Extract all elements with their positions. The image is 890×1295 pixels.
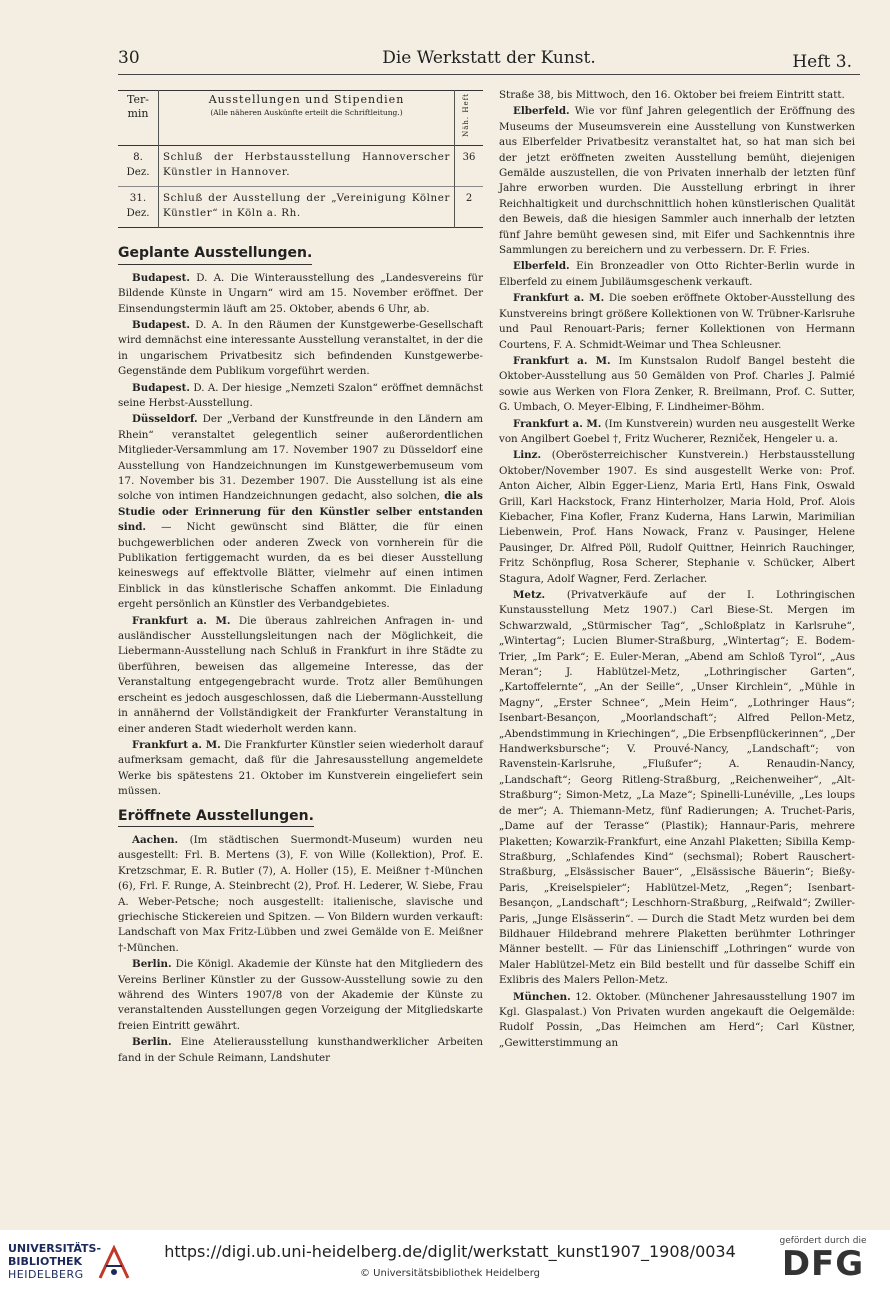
entry-paragraph	[118, 381, 483, 412]
geplante-list	[118, 271, 483, 800]
exhibition-table-body	[118, 146, 483, 228]
entry-paragraph	[118, 1035, 483, 1066]
entry-text-2: — Nicht gewünscht sind Blätter, die für einen buchgewerblichen oder anderen Zweck von vornherein für die Publikation fertiggemacht wurden, da es bei dieser Ausstellung keineswegs auf effektvolle Blätter, vielmehr auf einen intimen Einblick in das künstlerische Schaffen ankommt. Die Einladung ergeht persönlich an Künstler des Verbandgebietes.	[118, 521, 483, 611]
entry-place: Düsseldorf.	[132, 413, 198, 426]
entry-text: Eine Atelierausstellung kunsthandwerklicher Arbeiten fand in der Schule Reimann, Landshuter	[118, 1036, 483, 1064]
entry-paragraph	[499, 259, 855, 290]
entry-text: (Oberösterreichischer Kunstverein.) Herbstausstellung Oktober/November 1907. Es sind ausgestellt Werke von: Prof. Anton Aicher, Albin Egger-Lienz, Maria Ertl, Hans Fink, Oswald Grill, Karl Hackstock, Franz Hinterholzer, Maria Hold, Prof. Alois Kiebacher, Fina Kofler, Franz Kuderna, Hans Larwin, Marimilian Liebenwein, Prof. Hans Nowack, Franz v. Pausinger, Helene Pausinger, Dr. Alfred Pöll, Rudolf Quittner, Heinrich Rauchinger, Fritz Schönpflug, Rosa Scherer, Stephanie v. Schücker, Albert Stagura, Adolf Wagner, Ferd. Zerlacher.	[499, 449, 855, 585]
entry-paragraph	[118, 614, 483, 737]
entry-place: Budapest.	[132, 318, 190, 331]
entry-text: 12. Oktober. (Münchener Jahresausstellung 1907 im Kgl. Glaspalast.) Von Privaten wurden angekauft die Oelgemälde: Rudolf Possin, „Das Heimchen am Herd“; Carl Küstner, „Gewitterstimmung an	[499, 990, 855, 1049]
col-main-subtitle: (Alle näheren Auskünfte erteilt die Schriftleitung.)	[210, 108, 403, 117]
entry-text: Die Frankfurter Künstler seien wiederholt darauf aufmerksam gemacht, daß für die Jahresausstellung angemeldete Werke bis spätestens 21. Oktober im Kunstverein eingeliefert sein müssen.	[118, 738, 483, 798]
entry-paragraph	[118, 833, 483, 956]
entry-text: Der „Verband der Kunstfreunde in den Ländern am Rhein“ veranstaltet gelegentlich seiner außerordentlichen Mitglieder-Versammlung am 17. November 1907 zu Düsseldorf eine Ausstellung von Handzeichnungen im Kunstgewerbemuseum vom 17. November bis 31. Dezember 1907. Die Ausstellung ist als eine solche von intimen Handzeichnungen gedacht, also solchen,	[118, 413, 483, 503]
entry-emphasis: die als Studie oder Erinnerung für den Künstler selber entstanden sind.	[118, 490, 483, 534]
row-description: Schluß der Herbstausstellung Hannoverscher Künstler in Hannover.	[159, 146, 455, 187]
entry-paragraph	[499, 990, 855, 1052]
entry-paragraph	[499, 291, 855, 353]
uni-line-2: BIBLIOTHEK	[8, 1255, 83, 1268]
entry-place: Berlin.	[132, 958, 172, 971]
entry-text: Die Königl. Akademie der Künste hat den Mitgliedern des Vereins Berliner Künstler zu der Gussow-Ausstellung sowie zu den während des Winters 1907/8 von der Akademie der Künste zu veranstaltenden Ausstellungen gegen Vorzeigung der Mitgliedskarte freien Eintritt gewährt.	[118, 958, 483, 1032]
entry-paragraph	[499, 588, 855, 989]
entry-place: Linz.	[513, 449, 542, 462]
entry-place: Frankfurt a. M.	[513, 354, 611, 367]
entry-text: (Privatverkäufe auf der I. Lothringischen Kunstausstellung Metz 1907.) Carl Biese-St. Mergen im Schwarzwald, „Stürmischer Tag“, „Schloßplatz in Karlsruhe“, „Wintertag“; Lucien Blumer-Straßburg, „Wintertag“; E. Bodem-Trier, „Im Park“; E. Euler-Meran, „Abend am Schloß Tyrol“, „Aus Meran“; J. Hablützel-Metz, „Lothringischer Garten“, „Kartoffelernte“, „An der Seille“, „Unser Kirchlein“, „Mühle in Magny“, „Erster Schnee“, „Mein Heim“, „Lothringer Haus“; Isenbart-Besançon, „Moorlandschaft“; Alfred Pellon-Metz, „Abendstimmung in Kriechingen“, „Die Erbsenpflückerinnen“, „Der Handwerksbursche“; V. Prouvé-Nancy, „Landschaft“; von Ravenstein-Karlsruhe, „Flußufer“; A. Renaudin-Nancy, „Landschaft“; Georg Ritleng-Straßburg, „Reichenweiher“, „Alt-Straßburg“; Simon-Metz, „La Maze“; Spinelli-Lunéville, „Les loups de mer“; A. Thiemann-Metz, fünf Radierungen; A. Truchet-Paris, „Dame auf der Terasse“ (Plastik); Hannaur-Paris, mehrere Plaketten; Kowarzik-Frankfurt, eine Anzahl Plaketten; Sibilla Kemp-Straßburg, „Schlafendes Kind“ (sechsmal); Robert Rauschert-Straßburg, „Elsässischer Bauer“, „Elsässische Bäuerin“; Bießy-Paris, „Kreiselspieler“; Hablützel-Metz, „Regen“; Isenbart-Besançon, „Landschaft“; Leschhorn-Straßburg, „Reifwald“; Zwiller-Paris, „Junge Elsässerin“. — Durch die Stadt Metz wurden bei dem Bildhauer Hildebrand mehrere Plaketten berühmter Lothringer Männer bestellt. — Für das Linienschiff „Lothringen“ wurde von Maler Hablützel-Metz ein Bild bestellt und für dasselbe Schiff ein Exlibris des Malers Pellon-Metz.	[499, 589, 855, 987]
entry-paragraph	[499, 354, 855, 416]
entry-text: Straße 38, bis Mittwoch, den 16. Oktober bei freiem Eintritt statt.	[499, 89, 845, 101]
entry-text: D. A. In den Räumen der Kunstgewerbe-Gesellschaft wird demnächst eine interessante Ausstellung veranstaltet, in der die in ungarischem Privatbesitz sich befindenden Kunstgewerbe-Gegenstände dem Publikum vorgeführt werden.	[118, 318, 483, 378]
entry-place: Aachen.	[132, 833, 179, 846]
col-main-header	[159, 91, 455, 146]
entry-place: Elberfeld.	[513, 105, 570, 118]
row-issue-number: 36	[462, 152, 476, 164]
page-number: 30	[118, 48, 140, 68]
entry-place: Frankfurt a. M.	[513, 417, 602, 430]
entry-paragraph	[499, 448, 855, 587]
entry-paragraph	[118, 412, 483, 612]
right-entries	[499, 88, 855, 1051]
dfg-logo[interactable]	[768, 1236, 878, 1282]
entry-place: Berlin.	[132, 1036, 172, 1049]
entry-paragraph	[118, 318, 483, 380]
entry-place: Budapest.	[132, 271, 190, 284]
entry-text: (Im Kunstverein) wurden neu ausgestellt Werke von Angilbert Goebel †, Fritz Wucherer, Rezniček, Hengeler u. a.	[499, 417, 855, 445]
eroeffnete-list	[118, 833, 483, 1066]
col-nr-header	[455, 91, 484, 146]
col-nr-label: Näh. Heft	[462, 93, 470, 137]
row-description: Schluß der Ausstellung der „Vereinigung Kölner Künstler“ in Köln a. Rh.	[159, 187, 455, 228]
entry-place: Metz.	[513, 589, 546, 601]
right-column	[499, 88, 855, 1052]
entry-place: Frankfurt a. M.	[132, 738, 221, 751]
uni-wordmark	[8, 1242, 101, 1281]
entry-text: Ein Bronzeadler von Otto Richter-Berlin wurde in Elberfeld zu einem Jubiläumsgeschenk verkauft.	[499, 260, 855, 288]
entry-text: Wie vor fünf Jahren gelegentlich der Eröffnung des Museums der Museumsverein eine Ausstellung von Kunstwerken aus Elberfelder Privatbesitz veranstaltet hat, so hat man sich bei der jetzt eröffneten zweiten Ausstellung bemüht, diejenigen Gemälde auszustellen, die von Privaten innerhalb der letzten fünf Jahre erworben wurden. Die Ausstellung erbringt in ihrer Reichhaltigkeit und durchschnittlich hohen künstlerischen Qualität den Beweis, daß die hiesigen Sammler auch innerhalb der letzten fünf Jahre bemüht gewesen sind, mit Eifer und Sachkenntnis ihre Sammlungen zu bereichern und zu verbessern. Dr. F. Fries.	[499, 105, 855, 257]
entry-place: Budapest.	[132, 381, 190, 394]
uni-line-3: HEIDELBERG	[8, 1268, 84, 1281]
entry-paragraph	[499, 88, 855, 103]
entry-text: D. A. Die Winterausstellung des „Landesvereins für Bildende Künste in Ungarn“ wird am 15. November eröffnet. Der Einsendungstermin läuft am 25. Oktober, abends 6 Uhr, ab.	[118, 271, 483, 315]
entry-paragraph	[118, 957, 483, 1034]
viewer-footer	[0, 1230, 890, 1295]
entry-text: (Im städtischen Suermondt-Museum) wurden neu ausgestellt: Frl. B. Mertens (3), F. von Wille (Kollektion), Prof. E. Kretzschmar, E. R. Butler (7), A. Holler (15), E. Meißner †-München (6), Frl. F. Runge, A. Steinbrecht (2), Prof. H. Lederer, W. Siebe, Frau A. Weber-Petsche; noch ausgestellt: italienische, slavische und griechische Stickereien und Spitzen. — Von Bildern wurden verkauft: Landschaft von Max Fritz-Lübben und zwei Gemälde von E. Meißner †-München.	[118, 833, 483, 954]
uni-seal-icon	[96, 1244, 132, 1282]
heading-geplante: Geplante Ausstellungen.	[118, 246, 312, 264]
col-term-header: Ter- min	[118, 91, 159, 146]
uni-line-1: UNIVERSITÄTS-	[8, 1242, 102, 1255]
entry-paragraph	[118, 271, 483, 317]
running-head	[118, 46, 860, 75]
entry-place: Frankfurt a. M.	[132, 614, 231, 627]
permalink-url[interactable]: https://digi.ub.uni-heidelberg.de/diglit/werkstatt_kunst1907_1908/0034	[164, 1242, 736, 1261]
entry-paragraph	[499, 417, 855, 448]
entry-paragraph	[499, 104, 855, 258]
issue-label: Heft 3.	[792, 52, 852, 72]
row-date: 31. Dez.	[118, 187, 159, 228]
entry-text: D. A. Der hiesige „Nemzeti Szalon“ eröffnet demnächst seine Herbst-Ausstellung.	[118, 381, 483, 409]
exhibition-table	[118, 90, 483, 228]
entry-place: Elberfeld.	[513, 260, 570, 273]
col-main-title: Ausstellungen und Stipendien	[208, 93, 405, 106]
funded-by-label: gefördert durch die	[779, 1236, 867, 1246]
university-library-logo[interactable]	[8, 1242, 148, 1286]
table-row	[118, 146, 483, 187]
row-date: 8. Dez.	[118, 146, 159, 187]
left-column	[118, 88, 483, 1067]
entry-place: Frankfurt a. M.	[513, 292, 605, 305]
heading-eroeffnete: Eröffnete Ausstellungen.	[118, 809, 314, 827]
dfg-wordmark: DFG	[781, 1244, 865, 1284]
entry-place: München.	[513, 990, 571, 1003]
row-issue-number: 2	[465, 193, 473, 205]
entry-text: Im Kunstsalon Rudolf Bangel besteht die Oktober-Ausstellung aus 50 Gemälden von Prof. Charles J. Palmié sowie aus Werken von Flora Zenker, R. Breilmann, Prof. C. Sutter, G. Umbach, O. Meyer-Elbing, F. Lindheimer-Böhm.	[499, 354, 855, 414]
table-row	[118, 187, 483, 228]
journal-title: Die Werkstatt der Kunst.	[382, 48, 596, 68]
copyright-notice: © Universitätsbibliothek Heidelberg	[359, 1268, 540, 1279]
entry-text: Die überaus zahlreichen Anfragen in- und ausländischer Ausstellungsleitungen nach der Möglichkeit, die Liebermann-Ausstellung nach Schluß in Frankfurt in ihre Städte zu überführen, beweisen das allgemeine Interesse, das der Veranstaltung entgegengebracht wurde. Trotz aller Bemühungen erscheint es jedoch ausgeschlossen, daß die Liebermann-Ausstellung in annähernd der Vollständigkeit der Frankfurter Veranstaltung in einer anderen Stadt wiederholt werden kann.	[118, 614, 483, 735]
entry-paragraph	[118, 738, 483, 800]
entry-text: Die soeben eröffnete Oktober-Ausstellung des Kunstvereins bringt größere Kollektionen von W. Trübner-Karlsruhe und Paul Renouart-Paris; ferner Kollektionen von Hermann Courtens, F. A. Schmidt-Weimar und Thea Schleusner.	[499, 292, 855, 351]
